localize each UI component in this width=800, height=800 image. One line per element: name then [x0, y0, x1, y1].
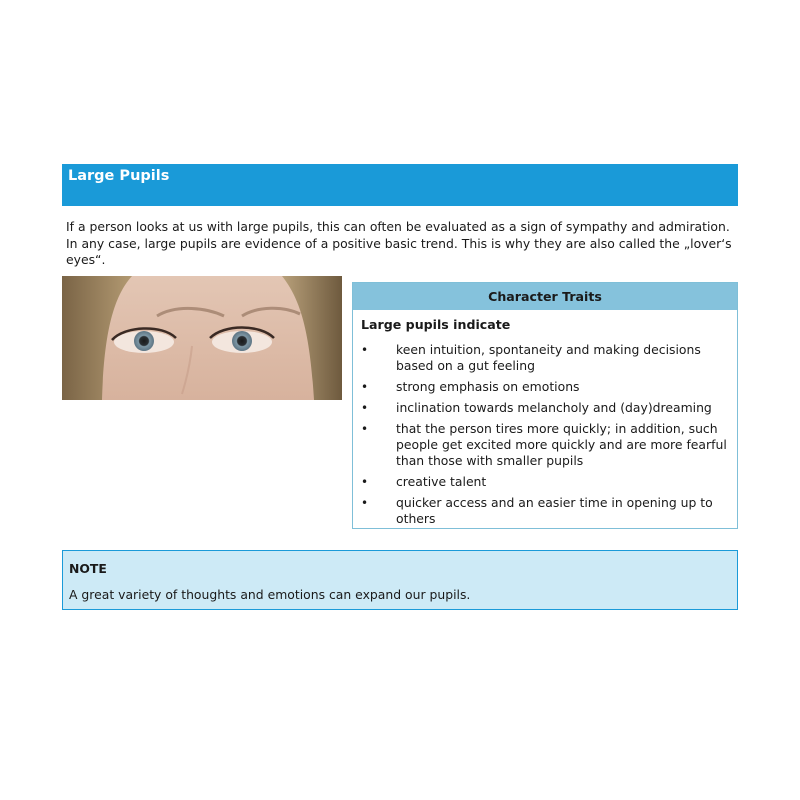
- bullet-icon: •: [361, 343, 369, 357]
- page-title: Large Pupils: [68, 168, 170, 184]
- bullet-icon: •: [361, 380, 369, 394]
- list-item: • creative talent: [361, 474, 487, 489]
- bullet-icon: •: [361, 475, 369, 489]
- note-text: A great variety of thoughts and emotions can expand our pupils.: [69, 587, 471, 602]
- note-box: [62, 550, 738, 610]
- list-item: • strong emphasis on emotions: [361, 379, 580, 394]
- list-item: • inclination towards melancholy and (day)dreaming: [361, 400, 712, 415]
- bullet-icon: •: [361, 496, 369, 510]
- intro-paragraph: If a person looks at us with large pupils, this can often be evaluated as a sign of sympathy and admiration. In any case, large pupils are evidence of a positive basic trend. This is why they are also called the „lover‘s eyes“.: [66, 219, 732, 267]
- list-item: • quicker access and an easier time in opening up to others: [361, 495, 713, 526]
- bullet-icon: •: [361, 422, 369, 436]
- traits-list: [353, 342, 737, 532]
- bullet-icon: •: [361, 401, 369, 415]
- list-item: • keen intuition, spontaneity and making decisions based on a gut feeling: [361, 342, 701, 373]
- traits-subheading: Large pupils indicate: [361, 317, 511, 332]
- face-image: [62, 276, 342, 400]
- note-title: NOTE: [69, 561, 107, 576]
- character-traits-panel: [352, 282, 738, 529]
- list-item: • that the person tires more quickly; in addition, such people get excited more quickly and are more fearful than those with smaller pupils: [361, 421, 727, 468]
- traits-heading: Character Traits: [353, 283, 737, 310]
- section-header: [62, 164, 738, 206]
